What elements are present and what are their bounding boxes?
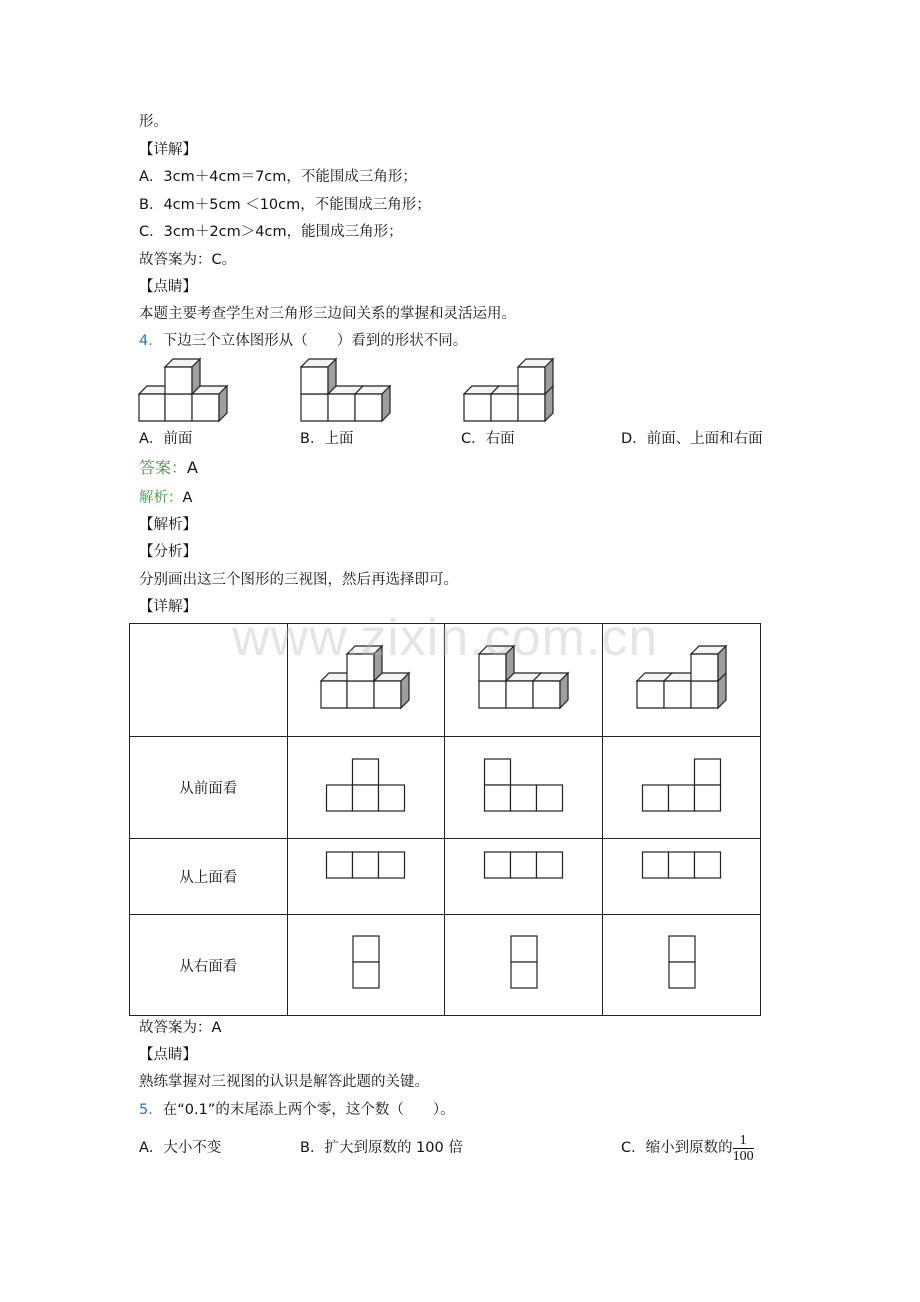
solid-figure-3 — [632, 643, 732, 713]
answer-label: 答案： — [139, 458, 188, 477]
three-views-table — [129, 623, 761, 1016]
solid-figure-2 — [300, 356, 400, 426]
cube — [301, 394, 328, 421]
table-row — [130, 915, 761, 1016]
solid-figure-2 — [474, 643, 574, 713]
cube — [355, 386, 390, 421]
table-cell — [445, 624, 603, 737]
watermark: www.zixin.com.cn — [232, 609, 659, 667]
analysis-label: 解析： — [139, 490, 183, 506]
table-row — [130, 624, 761, 737]
question-number: 4． — [139, 333, 163, 349]
row-label-front: 从前面看 — [130, 737, 288, 839]
table-cell — [287, 839, 445, 915]
table-row — [130, 839, 761, 915]
question-number: 5． — [139, 1102, 163, 1118]
option-b[interactable]: B．扩大到原数的 100 倍 — [300, 1140, 463, 1156]
top-view-3 — [641, 851, 723, 881]
cube — [301, 359, 336, 394]
conclusion-line: 故答案为：A — [139, 1020, 222, 1036]
cube — [165, 359, 200, 394]
table-cell — [287, 737, 445, 839]
text-line: 本题主要考查学生对三角形三边间关系的掌握和灵活运用。 — [139, 306, 516, 322]
cube — [518, 359, 553, 394]
right-view-1 — [351, 935, 381, 991]
option-c-text: C．缩小到原数的 — [621, 1140, 733, 1156]
answer-line — [139, 458, 198, 478]
section-heading-comment: 【点睛】 — [139, 1047, 197, 1063]
question-text: 在“0.1”的末尾添上两个零，这个数（ ）。 — [162, 1102, 455, 1118]
fraction — [733, 1133, 754, 1164]
front-view-1 — [325, 758, 407, 814]
table-cell — [445, 737, 603, 839]
option-b[interactable]: B．上面 — [300, 431, 354, 447]
table-row — [130, 737, 761, 839]
top-view-2 — [483, 851, 565, 881]
solid-figure-1 — [138, 356, 238, 426]
comment-text: 熟练掌握对三视图的认识是解答此题的关键。 — [139, 1074, 429, 1090]
text-line: 形。 — [139, 114, 168, 130]
fraction-denominator: 100 — [732, 1148, 754, 1164]
row-label-right: 从右面看 — [130, 915, 288, 1016]
table-cell — [603, 839, 761, 915]
front-view-2 — [483, 758, 565, 814]
table-cell — [603, 915, 761, 1016]
table-cell — [603, 737, 761, 839]
table-cell — [287, 624, 445, 737]
solid-figure-1 — [316, 643, 416, 713]
cube — [192, 386, 227, 421]
table-cell — [287, 915, 445, 1016]
answer-value: A — [187, 458, 198, 477]
option-c[interactable] — [621, 1126, 754, 1170]
section-heading-breakdown: 【分析】 — [139, 544, 197, 560]
section-heading-detail: 【详解】 — [139, 142, 197, 158]
front-view-3 — [641, 758, 723, 814]
fraction-numerator: 1 — [733, 1133, 754, 1149]
analysis-value: A — [182, 490, 193, 506]
text-line: B．4cm＋5cm ＜10cm，不能围成三角形； — [139, 197, 431, 213]
question-4 — [139, 331, 467, 351]
breakdown-text: 分别画出这三个图形的三视图，然后再选择即可。 — [139, 572, 458, 588]
cube — [165, 394, 192, 421]
section-heading-comment: 【点睛】 — [139, 279, 197, 295]
question-5 — [139, 1100, 455, 1120]
right-view-3 — [667, 935, 697, 991]
text-line: 故答案为：C。 — [139, 252, 237, 268]
right-view-2 — [509, 935, 539, 991]
text-line: A．3cm＋4cm＝7cm，不能围成三角形； — [139, 169, 417, 185]
table-cell — [445, 839, 603, 915]
option-c[interactable]: C．右面 — [461, 431, 515, 447]
section-heading-detail: 【详解】 — [139, 599, 197, 615]
option-a[interactable]: A．大小不变 — [139, 1140, 222, 1156]
table-cell-empty — [130, 624, 288, 737]
table-cell — [445, 915, 603, 1016]
analysis-line — [139, 488, 192, 508]
solid-figure-3 — [463, 356, 563, 426]
table-cell — [603, 624, 761, 737]
question-text: 下边三个立体图形从（ ）看到的形状不同。 — [162, 333, 468, 349]
option-a[interactable]: A．前面 — [139, 431, 193, 447]
text-line: C．3cm＋2cm＞4cm，能围成三角形； — [139, 224, 403, 240]
top-view-1 — [325, 851, 407, 881]
row-label-top: 从上面看 — [130, 839, 288, 915]
option-d[interactable]: D．前面、上面和右面 — [621, 431, 763, 447]
section-heading-analysis: 【解析】 — [139, 517, 197, 533]
